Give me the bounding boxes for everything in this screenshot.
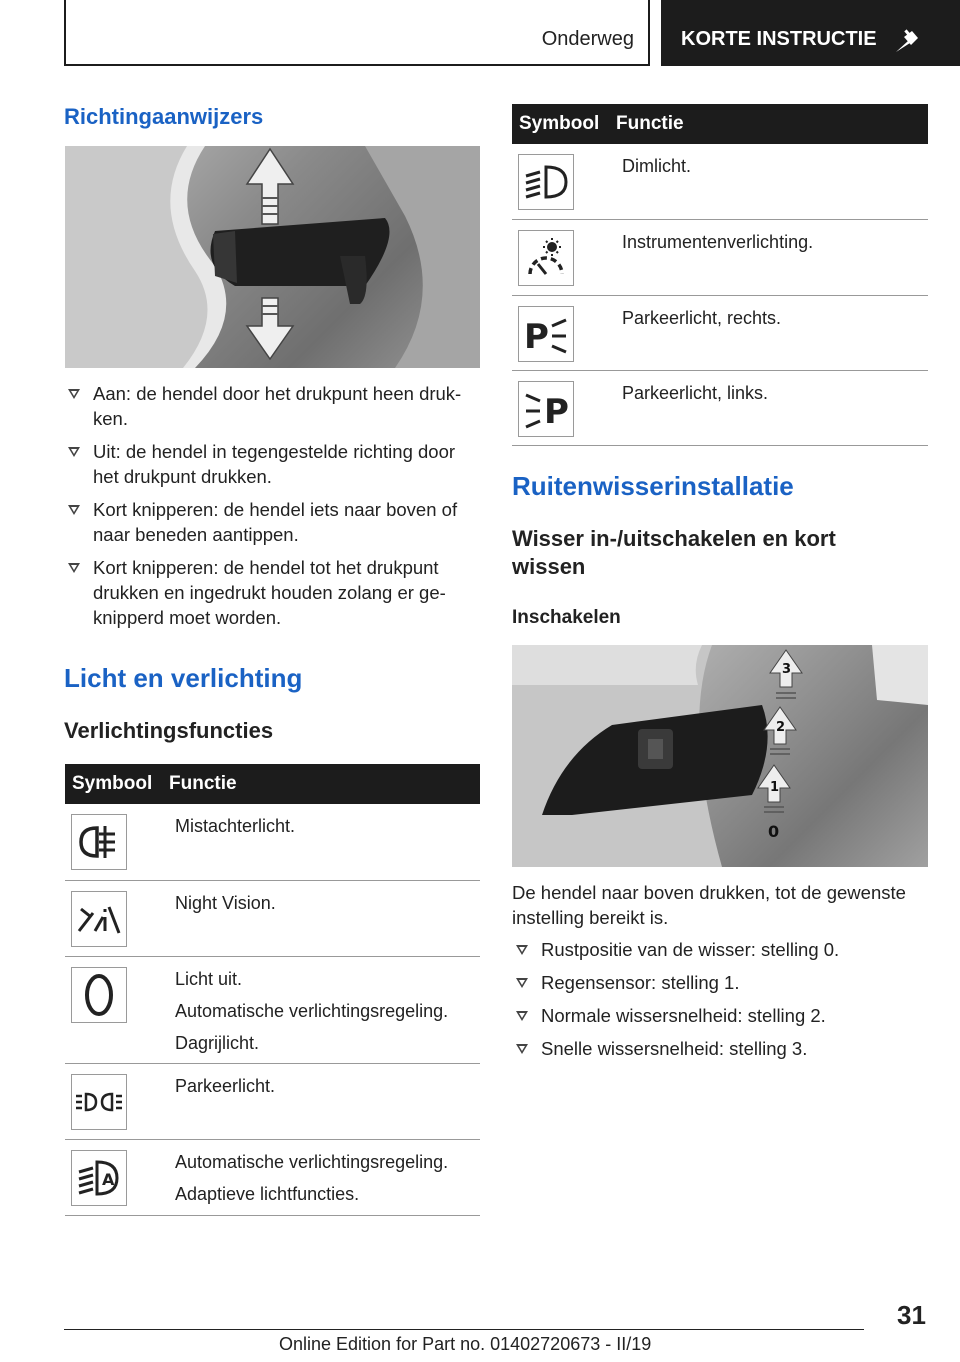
parking-light-right-icon — [518, 306, 574, 362]
list-item: Uit: de hendel in tegengestelde richting door het drukpunt drukken. — [64, 439, 484, 489]
column-header-symbol: Symbool — [65, 764, 167, 804]
svg-text:1: 1 — [770, 780, 780, 795]
wipers-subsubtitle: Inschakelen — [512, 607, 621, 628]
footer-divider — [64, 1329, 864, 1330]
list-item: Snelle wissersnelheid: stelling 3. — [512, 1036, 928, 1061]
lighting-title: Licht en verlichting — [64, 663, 303, 693]
table-row: Dimlicht. — [512, 144, 928, 219]
header-section-title: Onderweg — [541, 28, 634, 50]
table-header-row — [65, 764, 480, 804]
lighting-functions-table-continued — [512, 104, 928, 446]
table-row: P Parkeerlicht, rechts. — [512, 295, 928, 370]
column-header-function: Functie — [167, 764, 480, 804]
turn-signal-lever-image — [65, 146, 480, 368]
bullet-triangle-icon — [516, 1044, 528, 1054]
page-number: 31 — [897, 1300, 926, 1330]
svg-text:3: 3 — [782, 662, 792, 677]
table-row: Instrumentenverlichting. — [512, 219, 928, 295]
table-row: Licht uit. Automatische verlichtingsregeling. Dagrijlicht. — [65, 956, 480, 1063]
turn-signals-list — [64, 381, 484, 638]
table-row: Mistachterlicht. — [65, 804, 480, 880]
bullet-triangle-icon — [68, 389, 80, 399]
parking-light-icon — [71, 1074, 127, 1130]
low-beam-icon — [518, 154, 574, 210]
parking-light-left-icon — [518, 381, 574, 437]
lighting-subtitle: Verlichtingsfuncties — [64, 718, 274, 743]
list-item: Kort knipperen: de hendel tot het drukpunt drukken en ingedrukt houden zolang er ge-knipperd moet worden. — [64, 555, 484, 630]
svg-text:P: P — [544, 391, 569, 429]
instrument-lighting-icon — [518, 230, 574, 286]
table-row: P Parkeerlicht, links. — [512, 370, 928, 445]
header-chapter-title: KORTE INSTRUCTIE — [681, 28, 877, 50]
light-off-zero-icon — [71, 967, 127, 1023]
column-header-symbol: Symbool — [512, 104, 614, 144]
bullet-triangle-icon — [68, 505, 80, 515]
quick-guide-icon — [894, 28, 922, 54]
wipers-title: Ruitenwisserinstallatie — [512, 471, 794, 501]
svg-text:2: 2 — [776, 720, 786, 735]
bullet-triangle-icon — [68, 447, 80, 457]
bullet-triangle-icon — [68, 563, 80, 573]
bullet-triangle-icon — [516, 1011, 528, 1021]
rear-fog-light-icon — [71, 814, 127, 870]
night-vision-icon — [71, 891, 127, 947]
table-row: Parkeerlicht. — [65, 1063, 480, 1139]
table-row: A Automatische verlichtingsregeling. Adaptieve lichtfuncties. — [65, 1139, 480, 1215]
wiper-positions-list — [512, 937, 928, 1069]
footer-edition: Online Edition for Part no. 01402720673 - II/19 — [279, 1334, 652, 1354]
list-item: Kort knipperen: de hendel iets naar boven of naar beneden aantippen. — [64, 497, 484, 547]
svg-text:P: P — [524, 316, 549, 354]
auto-headlight-icon — [71, 1150, 127, 1206]
column-header-function: Functie — [614, 104, 928, 144]
list-item: Normale wissersnelheid: stelling 2. — [512, 1003, 928, 1028]
turn-signals-title: Richtingaanwijzers — [64, 104, 264, 129]
bullet-triangle-icon — [516, 978, 528, 988]
svg-text:0: 0 — [768, 822, 780, 841]
wipers-subtitle: Wisser in-/uitschakelen en kort wissen — [512, 526, 836, 579]
svg-text:A: A — [102, 1169, 115, 1189]
wipers-intro: De hendel naar boven drukken, tot de gewenste instelling bereikt is. — [512, 882, 906, 928]
list-item: Rustpositie van de wisser: stelling 0. — [512, 937, 928, 962]
table-header-row — [512, 104, 928, 144]
wiper-lever-image — [512, 645, 928, 867]
bullet-triangle-icon — [516, 945, 528, 955]
table-row: Night Vision. — [65, 880, 480, 956]
lighting-functions-table — [65, 764, 480, 1216]
list-item: Aan: de hendel door het drukpunt heen druk-ken. — [64, 381, 484, 431]
list-item: Regensensor: stelling 1. — [512, 970, 928, 995]
header-section-box — [64, 0, 650, 66]
